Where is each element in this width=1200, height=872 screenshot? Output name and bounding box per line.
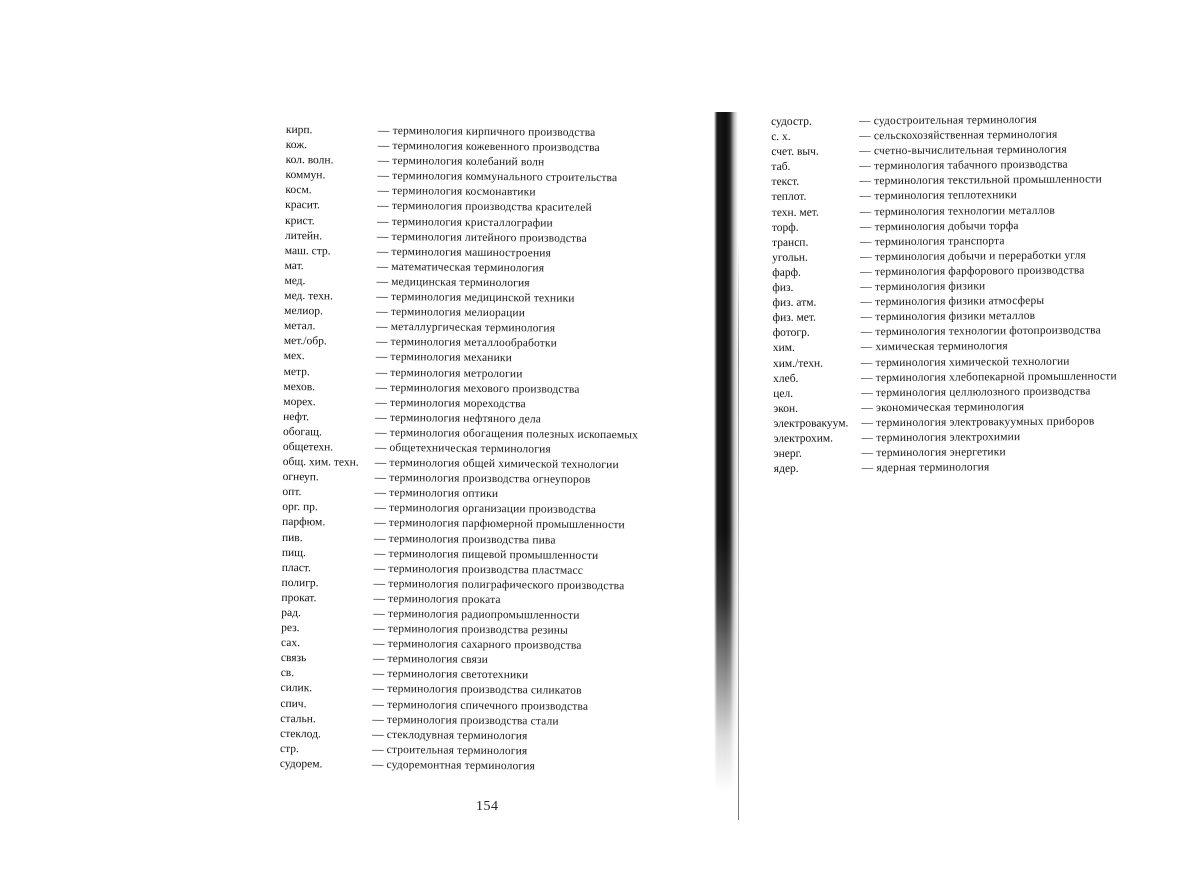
abbreviation: парфюм. [282, 516, 326, 529]
abbreviation-definition: — общетехническая терминология [374, 441, 551, 456]
abbreviation-definition: — строительная терминология [371, 743, 528, 758]
left-abbreviation-list [280, 123, 716, 776]
abbreviation-definition: — терминология производства красителей [377, 200, 592, 215]
abbreviation: торф. [771, 221, 799, 234]
abbreviation-definition: — терминология светотехники [372, 668, 529, 682]
abbreviation-definition: — терминология кирпичного производства [377, 124, 596, 139]
gutter-line [738, 240, 739, 820]
abbreviation-definition: — терминология организации производства [374, 502, 597, 517]
abbreviation: цел. [773, 387, 794, 400]
abbreviation-definition: — терминология электрохимии [861, 431, 1021, 445]
abbreviation-definition: — терминология радиопромышленности [373, 607, 580, 622]
abbreviation-definition: — терминология кристаллографии [377, 215, 553, 230]
right-abbreviation-list [771, 112, 1184, 477]
abbreviation-definition: — терминология колебаний волн [377, 155, 545, 169]
abbreviation: полигр. [281, 576, 319, 590]
abbreviation-definition: — терминология электровакуумных приборов [861, 415, 1095, 430]
abbreviation: маш. стр. [284, 244, 331, 258]
abbreviation: св. [280, 667, 295, 680]
abbreviation: кож. [285, 139, 308, 152]
abbreviation-definition: — терминология мехового производства [375, 381, 580, 396]
abbreviation: обогащ. [282, 425, 322, 439]
abbreviation-definition: — терминология производства стали [372, 713, 559, 728]
abbreviation: общ. хим. техн. [282, 456, 359, 469]
abbreviation: судорем. [279, 757, 323, 771]
abbreviation-definition: — терминология хлебопекарной промышленности [861, 369, 1117, 384]
abbreviation: опт. [282, 486, 302, 499]
abbreviation-definition: — математическая терминология [376, 260, 545, 275]
abbreviation: ядер. [773, 462, 799, 476]
abbreviation: физ. атм. [772, 296, 817, 310]
abbreviation: судостр. [771, 115, 812, 128]
book-spine-shadow [714, 112, 738, 792]
abbreviation-definition: — терминология обогащения полезных ископаемых [374, 426, 639, 442]
abbreviation: физ. мет. [772, 311, 816, 325]
abbreviation-definition: — терминология фарфорового производства [860, 264, 1085, 279]
abbreviation-definition: — терминология энергетики [861, 446, 1006, 460]
abbreviation: общетехн. [282, 440, 334, 454]
abbreviation-definition: — терминология машиностроения [376, 245, 552, 260]
abbreviation-definition: — терминология коммунального строительства [377, 170, 618, 185]
abbreviation-definition: — терминология медицинской техники [376, 290, 575, 305]
abbreviation-definition: — терминология технологии металлов [859, 204, 1055, 218]
abbreviation: мет./обр. [283, 335, 327, 348]
abbreviation-definition: — терминология текстильной промышленности [859, 173, 1102, 188]
abbreviation-definition: — терминология сахарного производства [372, 638, 582, 653]
abbreviation: кол. волн. [285, 154, 334, 167]
abbreviation: метал. [283, 320, 316, 333]
abbreviation: электрохим. [773, 432, 834, 445]
abbreviation: с. х. [771, 130, 791, 144]
abbreviation: коммун. [285, 169, 326, 182]
abbreviation: угольн. [772, 251, 808, 264]
abbreviation: счет. выч. [771, 145, 819, 159]
abbreviation-definition: — терминология полиграфического производства [373, 577, 625, 593]
abbreviation-definition: — терминология общей химической технологии [374, 456, 619, 472]
abbreviation-definition: — терминология кожевенного производства [377, 139, 600, 155]
abbreviation: фарф. [772, 266, 801, 279]
abbreviation-definition: — терминология табачного производства [859, 158, 1068, 173]
abbreviation-definition: — терминология физики металлов [860, 310, 1036, 324]
abbreviation-definition: — терминология производства огнеупоров [374, 472, 591, 487]
abbreviation: рад. [281, 606, 301, 620]
abbreviation-definition: — терминология пищевой промышленности [373, 547, 599, 562]
abbreviation: мед. [284, 274, 306, 288]
abbreviation-definition: — терминология физики [860, 280, 986, 294]
abbreviation-entry [280, 757, 710, 776]
abbreviation: стальн. [280, 712, 316, 725]
abbreviation-definition: — экономическая терминология [861, 400, 1025, 415]
abbreviation: мед. техн. [284, 290, 333, 303]
abbreviation: пласт. [281, 561, 311, 574]
abbreviation: техн. мет. [771, 206, 819, 219]
abbreviation: связь [280, 652, 307, 665]
abbreviation-definition: — металлургическая терминология [375, 321, 556, 335]
abbreviation-definition: — судостроительная терминология [859, 113, 1038, 128]
abbreviation-definition: — терминология оптики [374, 487, 499, 501]
abbreviation-definition: — терминология космонавтики [377, 185, 536, 199]
abbreviation: орг. пр. [282, 501, 318, 514]
abbreviation-definition: — химическая терминология [860, 340, 1008, 354]
abbreviation: нефт. [283, 410, 310, 424]
abbreviation: физ. [772, 281, 794, 295]
abbreviation: пищ. [281, 546, 306, 559]
abbreviation: электровакуум. [773, 417, 849, 430]
abbreviation: хим. [772, 342, 795, 355]
abbreviation: мелиор. [284, 305, 323, 318]
abbreviation-definition: — терминология связи [372, 653, 489, 667]
abbreviation-definition: — счетно-вычислительная терминология [859, 143, 1067, 158]
abbreviation-definition: — терминология механики [375, 351, 513, 365]
abbreviation: энерг. [773, 447, 802, 461]
abbreviation: крист. [285, 214, 315, 227]
abbreviation: кирп. [285, 123, 313, 137]
abbreviation: стеклод. [280, 727, 321, 741]
abbreviation: текст. [771, 176, 800, 189]
abbreviation-definition: — ядерная терминология [861, 461, 990, 475]
abbreviation-definition: — терминология теплотехники [859, 189, 1017, 203]
abbreviation: рез. [281, 622, 300, 635]
abbreviation: метр. [283, 365, 310, 378]
abbreviation-definition: — терминология нефтяного дела [375, 411, 542, 426]
abbreviation: силик. [280, 682, 313, 695]
abbreviation: трансп. [771, 236, 809, 249]
abbreviation-definition: — терминология мореходства [375, 396, 526, 411]
abbreviation: морех. [283, 395, 316, 408]
abbreviation-definition: — терминология литейного производства [376, 230, 587, 245]
abbreviation-definition: — терминология целлюлозного производства [861, 385, 1091, 399]
abbreviation: сах. [280, 637, 301, 650]
abbreviation-definition: — терминология транспорта [859, 234, 1005, 249]
abbreviation-definition: — терминология метрологии [375, 366, 523, 380]
abbreviation: таб. [771, 161, 791, 174]
page-number: 154 [476, 799, 499, 814]
abbreviation-definition: — терминология мелиорации [376, 305, 526, 320]
abbreviation-definition: — терминология спичечного производства [372, 698, 589, 713]
abbreviation-definition: — терминология производства пива [373, 532, 556, 547]
abbreviation-definition: — терминология производства резины [373, 622, 569, 637]
abbreviation: стр. [279, 742, 299, 755]
abbreviation-definition: — терминология физики атмосферы [860, 294, 1045, 309]
abbreviation-definition: — терминология проката [373, 592, 501, 606]
abbreviation-entry [774, 459, 1184, 477]
abbreviation: пив. [281, 531, 303, 544]
abbreviation-definition: — терминология химической технологии [860, 355, 1070, 369]
abbreviation: фотогр. [772, 327, 810, 340]
abbreviation-definition: — терминология добычи торфа [859, 219, 1019, 233]
abbreviation: спич. [280, 697, 307, 710]
abbreviation: огнеуп. [282, 471, 319, 484]
abbreviation-definition: — сельскохозяйственная терминология [859, 128, 1058, 143]
abbreviation: мех. [283, 350, 305, 363]
abbreviation-definition: — судоремонтная терминология [371, 758, 536, 773]
abbreviation: прокат. [281, 591, 317, 605]
abbreviation: косм. [285, 184, 312, 197]
abbreviation-definition: — терминология металлообработки [375, 336, 558, 350]
abbreviation: хим./техн. [772, 357, 824, 370]
abbreviation: теплот. [771, 191, 807, 204]
abbreviation-definition: — терминология производства силикатов [372, 683, 582, 698]
abbreviation: хлеб. [773, 372, 799, 385]
abbreviation: экон. [773, 402, 799, 415]
abbreviation: красит. [285, 199, 321, 212]
abbreviation-definition: — терминология производства пластмасс [373, 562, 584, 577]
abbreviation-definition: — стеклодувная терминология [372, 728, 528, 743]
abbreviation-definition: — терминология парфюмерной промышленности [374, 517, 625, 532]
abbreviation: мат. [284, 259, 304, 273]
abbreviation: мехов. [283, 380, 316, 393]
abbreviation-definition: — терминология добычи и переработки угля [860, 249, 1086, 264]
abbreviation-definition: — терминология технологии фотопроизводства [860, 324, 1101, 339]
abbreviation: литейн. [284, 229, 323, 243]
abbreviation-definition: — медицинская терминология [376, 275, 530, 290]
